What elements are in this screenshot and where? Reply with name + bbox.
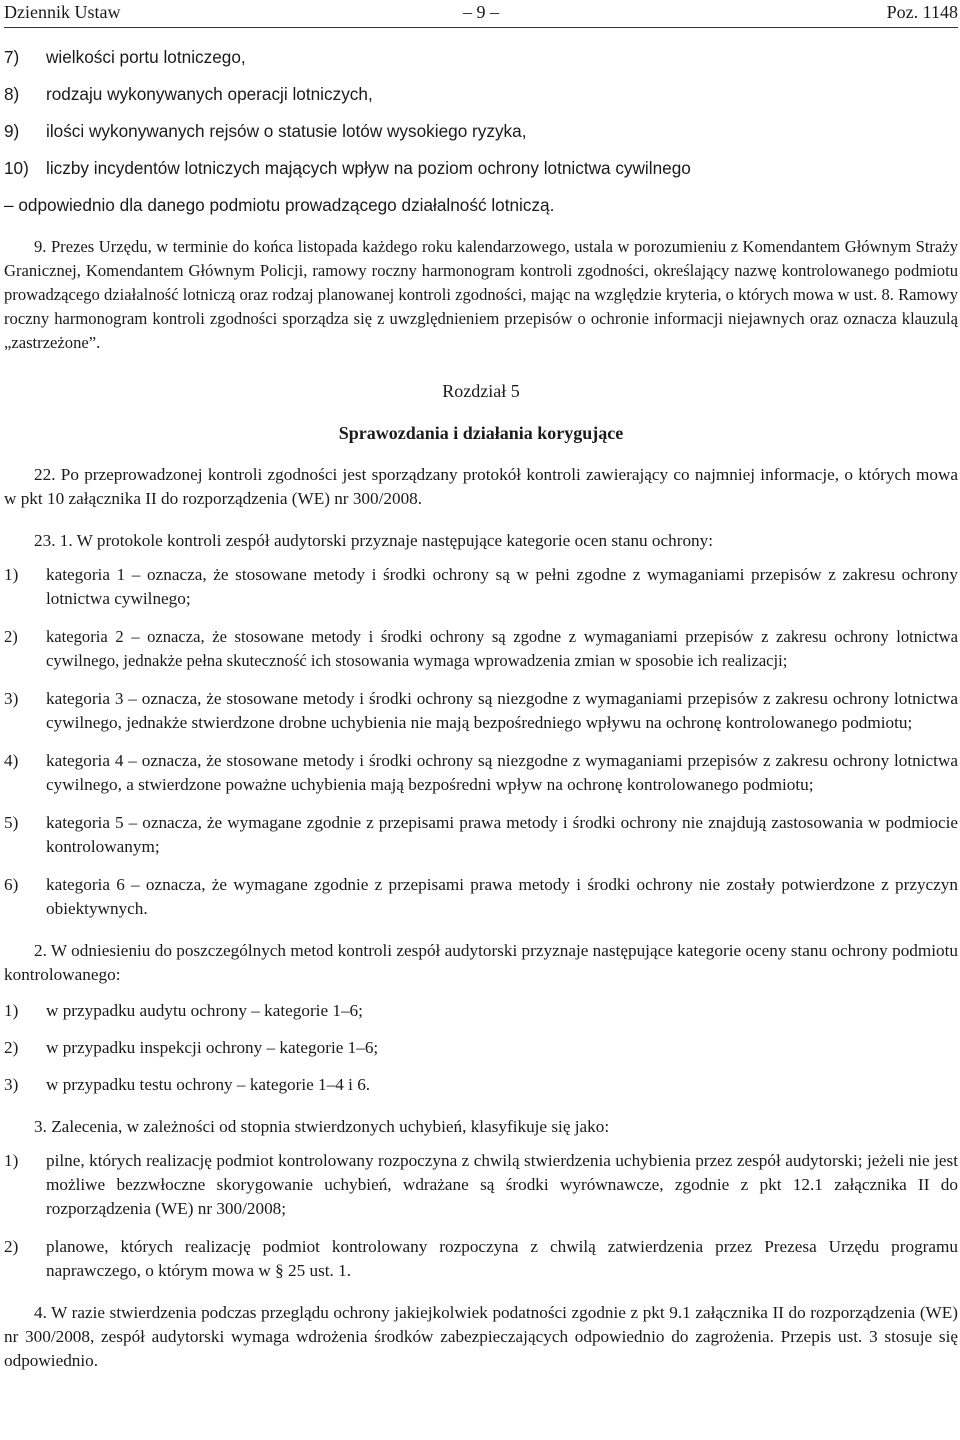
list-item: 3) kategoria 3 – oznacza, że stosowane metody i środki ochrony są niezgodne z wymaganiami przepisów z zakresu ochrony lotnictwa cywilnego, jednakże stwierdzone drobne uchybienia nie mają bezpośredniego wpływu na ochronę kontrolowanego podmiotu; [4,689,958,732]
list-item: 1) w przypadku audytu ochrony – kategorie 1–6; [4,1001,363,1020]
paragraph-9: 9. Prezes Urzędu, w terminie do końca listopada każdego roku kalendarzowego, ustala w porozumieniu z Komendantem Głównym Straży Granicznej, Komendantem Głównym Policji, ramowy roczny harmonogram kontroli zgodności, określający nazwę kontrolowanego podmiotu prowadzącego działalność lotniczą oraz rodzaj planowanej kontroli zgodności, mając na względzie kryteria, o których mowa w ust. 8. Ramowy roczny harmonogram kontroli zgodności sporządza się z uwzględnieniem przepisów o ochronie informacji niejawnych oraz oznacza klauzulą „zastrzeżone”. [4,237,958,352]
list-item: 2) w przypadku inspekcji ochrony – kategorie 1–6; [4,1038,379,1057]
paragraph-23-1: 23. 1. W protokole kontroli zespół audytorski przyznaje następujące kategorie ocen stanu ochrony: [34,531,714,550]
list-item: 1) kategoria 1 – oznacza, że stosowane metody i środki ochrony są w pełni zgodne z wymaganiami przepisów z zakresu ochrony lotnictwa cywilnego; [4,565,958,608]
list-item: 3) w przypadku testu ochrony – kategorie 1–4 i 6. [4,1075,371,1094]
methods-list [4,999,958,1097]
list-item: 9) ilości wykonywanych rejsów o statusie lotów wysokiego ryzyka, [4,121,527,141]
paragraph-23-3: 3. Zalecenia, w zależności od stopnia stwierdzonych uchybień, klasyfikuje się jako: [34,1117,610,1136]
list-item: 1) pilne, których realizację podmiot kontrolowany rozpoczyna z chwilą stwierdzenia uchybienia przez zespół audytorski; jeżeli nie jest możliwe bezzwłoczne skorygowanie uchybień, wdrażane są środki wyrównawcze, zgodnie z pkt 12.1 załącznika II do rozporządzenia (WE) nr 300/2008; [4,1151,958,1218]
paragraph-23-2: 2. W odniesieniu do poszczególnych metod kontroli zespół audytorski przyznaje następujące kategorie oceny stanu ochrony podmiotu kontrolowanego: [4,941,958,984]
recommendations-list [4,1149,958,1283]
list-item: 4) kategoria 4 – oznacza, że stosowane metody i środki ochrony są niezgodne z wymaganiami przepisów z zakresu ochrony lotnictwa cywilnego, a stwierdzone poważne uchybienia mają bezpośredni wpływ na ochronę kontrolowanego podmiotu; [4,751,958,794]
page-header [4,0,958,28]
chapter-label: Rozdział 5 [442,381,520,401]
journal-name: Dziennik Ustaw [4,2,121,22]
list-item: 10) liczby incydentów lotniczych mających wpływ na poziom ochrony lotnictwa cywilnego [4,158,691,178]
list-item: 8) rodzaju wykonywanych operacji lotniczych, [4,84,373,104]
list-item: 5) kategoria 5 – oznacza, że wymagane zgodnie z przepisami prawa metody i środki ochrony nie znajdują zastosowania w podmiocie kontrolowanym; [4,813,958,856]
position-number: Poz. 1148 [886,2,958,22]
categories-list [4,563,958,921]
top-list [4,45,958,217]
list-item: 6) kategoria 6 – oznacza, że wymagane zgodnie z przepisami prawa metody i środki ochrony nie zostały potwierdzone z przyczyn obiektywnych. [4,875,958,918]
list-item: 2) kategoria 2 – oznacza, że stosowane metody i środki ochrony są zgodne z wymaganiami przepisów z zakresu ochrony lotnictwa cywilnego, jednakże pełna skuteczność ich stosowania wymaga wprowadzenia zmian w sposobie ich realizacji; [4,627,958,670]
list-item: 2) planowe, których realizację podmiot kontrolowany rozpoczyna z chwilą zatwierdzenia przez Prezesa Urzędu programu naprawczego, o którym mowa w § 25 ust. 1. [4,1237,958,1280]
chapter-title: Sprawozdania i działania korygujące [338,423,624,443]
page-number: – 9 – [463,2,499,22]
paragraph-22: 22. Po przeprowadzonej kontroli zgodności jest sporządzany protokół kontroli zawierający co najmniej informacje, o których mowa w pkt 10 załącznika II do rozporządzenia (WE) nr 300/2008. [4,465,958,508]
list-tail: – odpowiednio dla danego podmiotu prowadzącego działalność lotniczą. [4,195,555,215]
paragraph-23-4: 4. W razie stwierdzenia podczas przeglądu ochrony jakiejkolwiek podatności zgodnie z pkt 9.1 załącznika II do rozporządzenia (WE) nr 300/2008, zespół audytorski wymaga wdrożenia środków zabezpieczających odpowiednio do zagrożenia. Przepis ust. 3 stosuje się odpowiednio. [4,1303,958,1370]
list-item: 7) wielkości portu lotniczego, [4,47,246,67]
